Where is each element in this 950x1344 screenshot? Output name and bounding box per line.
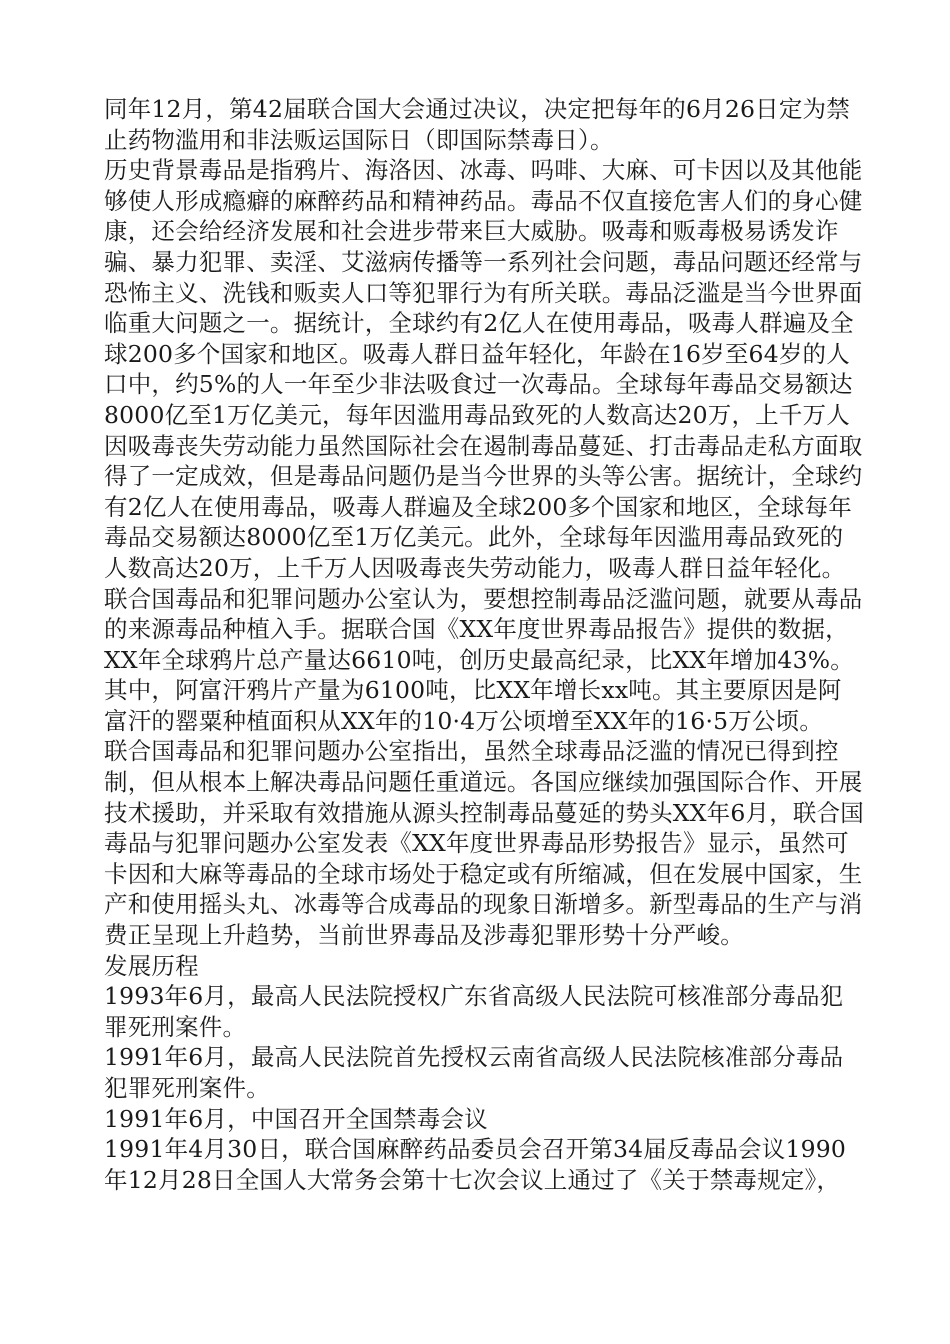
- paragraph-unodc-situation-report: 联合国毒品和犯罪问题办公室指出，虽然全球毒品泛滥的情况已得到控制，但从根本上解决毒品问题任重道远。各国应继续加强国际合作、开展技术援助，并采取有效措施从源头控制毒品蔓延的势头XX年6月，联合国毒品与犯罪问题办公室发表《XX年度世界毒品形势报告》显示，虽然可卡因和大麻等毒品的全球市场处于稳定或有所缩减，但在发展中国家，生产和使用摇头丸、冰毒等合成毒品的现象日渐增多。新型毒品的生产与消费正呈现上升趋势，当前世界毒品及涉毒犯罪形势十分严峻。: [104, 737, 865, 950]
- paragraph-1991-yunnan: 1991年6月，最高人民法院首先授权云南省高级人民法院核准部分毒品犯罪死刑案件。: [104, 1043, 844, 1102]
- section-heading-development-history: 发展历程: [104, 951, 199, 980]
- document-body: [104, 94, 864, 1195]
- paragraph-1991-un-commission: 1991年4月30日，联合国麻醉药品委员会召开第34届反毒品会议1990年12月28日全国人大常务会第十七次会议上通过了《关于禁毒规定》，: [104, 1135, 847, 1194]
- paragraph-1991-national-conference: 1991年6月，中国召开全国禁毒会议: [104, 1104, 488, 1133]
- paragraph-drug-day-resolution: 同年12月，第42届联合国大会通过决议，决定把每年的6月26日定为禁止药物滥用和非法贩运国际日（即国际禁毒日）。: [104, 95, 850, 154]
- paragraph-unodc-source-control: 联合国毒品和犯罪问题办公室认为，要想控制毒品泛滥问题，就要从毒品的来源毒品种植入手。据联合国《XX年度世界毒品报告》提供的数据，XX年全球鸦片总产量达6610吨，创历史最高纪录，比XX年增加43%。其中，阿富汗鸦片产量为6100吨，比XX年增长xx吨。其主要原因是阿富汗的罂粟种植面积从XX年的10·4万公顷增至XX年的16·5万公顷。: [104, 584, 863, 735]
- paragraph-1993-guangdong: 1993年6月，最高人民法院授权广东省高级人民法院可核准部分毒品犯罪死刑案件。: [104, 982, 844, 1041]
- paragraph-historical-background: 历史背景毒品是指鸦片、海洛因、冰毒、吗啡、大麻、可卡因以及其他能够使人形成瘾癖的麻醉药品和精神药品。毒品不仅直接危害人们的身心健康，还会给经济发展和社会进步带来巨大威胁。吸毒和贩毒极易诱发诈骗、暴力犯罪、卖淫、艾滋病传播等一系列社会问题，毒品问题还经常与恐怖主义、洗钱和贩卖人口等犯罪行为有所关联。毒品泛滥是当今世界面临重大问题之一。据统计，全球约有2亿人在使用毒品，吸毒人群遍及全球200多个国家和地区。吸毒人群日益年轻化，年龄在16岁至64岁的人口中，约5%的人一年至少非法吸食过一次毒品。全球每年毒品交易额达8000亿至1万亿美元，每年因滥用毒品致死的人数高达20万，上千万人因吸毒丧失劳动能力虽然国际社会在遏制毒品蔓延、打击毒品走私方面取得了一定成效，但是毒品问题仍是当今世界的头等公害。据统计，全球约有2亿人在使用毒品，吸毒人群遍及全球200多个国家和地区，全球每年毒品交易额达8000亿至1万亿美元。此外，全球每年因滥用毒品致死的人数高达20万，上千万人因吸毒丧失劳动能力，吸毒人群日益年轻化。: [104, 156, 863, 582]
